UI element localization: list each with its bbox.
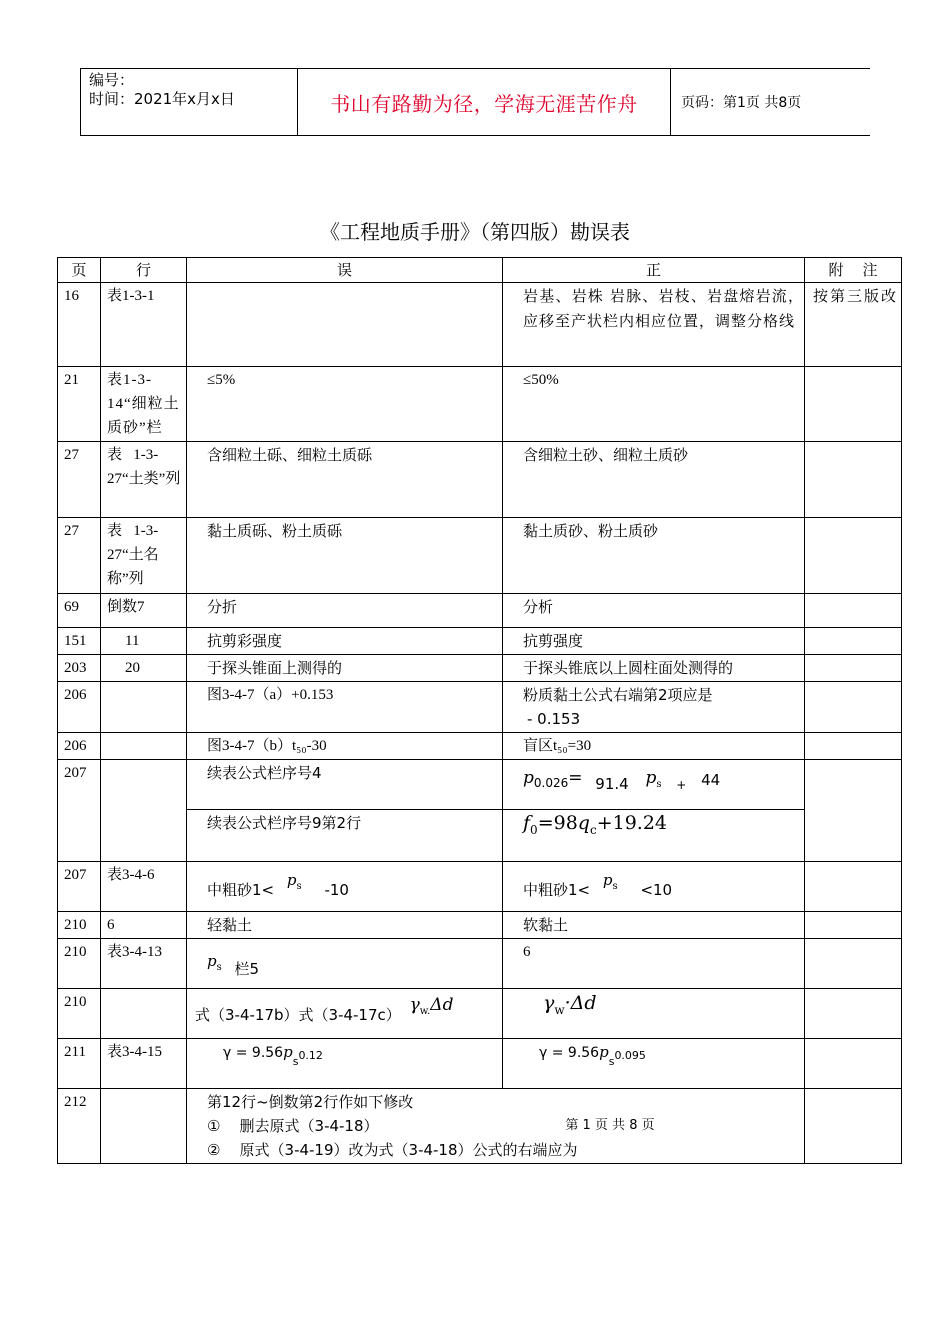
wrong-tail: 栏5 <box>234 960 260 978</box>
cell-line: 表3-4-6 <box>101 862 187 912</box>
cell-note <box>805 628 902 655</box>
cell-note <box>805 760 902 862</box>
cell-line: 倒数7 <box>101 594 187 628</box>
cell-right <box>503 760 805 810</box>
cell-page: 210 <box>58 912 101 939</box>
cell-wrong <box>187 1039 503 1089</box>
formula-gamma: γ <box>543 992 555 1014</box>
cell-wrong: 含细粒土砾、细粒土质砾 <box>187 442 503 518</box>
cell-right: 盲区t₅₀=30 <box>503 733 805 760</box>
wrong-text: 中粗砂1< <box>207 881 275 899</box>
cell-wrong: 续表公式栏序号9第2行 <box>187 810 503 862</box>
errata-table <box>57 257 902 1164</box>
formula-expr: γ = 9.56 <box>223 1045 284 1061</box>
formula-delta: ·Δd <box>564 992 597 1014</box>
table-row <box>58 1039 902 1089</box>
formula-p-sub: s <box>296 881 302 892</box>
table-row <box>58 442 902 518</box>
wrong-text-3: ② 原式（3-4-19）改为式（3-4-18）公式的右端应为 <box>207 1141 578 1159</box>
right-tail: <10 <box>640 881 673 899</box>
cell-note <box>805 912 902 939</box>
formula-p: p <box>283 1043 293 1061</box>
cell-page: 151 <box>58 628 101 655</box>
cell-note <box>805 682 902 733</box>
cell-line: 表 1-3-27“土类”列 <box>101 442 187 518</box>
cell-wrong <box>187 283 503 367</box>
cell-right: 于探头锥底以上圆柱面处测得的 <box>503 655 805 682</box>
table-row <box>58 682 902 733</box>
col-header-right: 正 <box>503 258 805 283</box>
cell-note <box>805 594 902 628</box>
formula-gamma: γ <box>409 995 420 1015</box>
cell-right <box>503 862 805 912</box>
cell-line <box>101 733 187 760</box>
formula-p: p <box>523 768 534 788</box>
header-table <box>80 68 870 136</box>
cell-line: 表1-3-1 <box>101 283 187 367</box>
formula-p-sub: s <box>612 881 618 892</box>
cell-wrong <box>187 862 503 912</box>
table-header <box>58 258 902 283</box>
cell-line <box>101 989 187 1039</box>
table-row <box>58 283 902 367</box>
cell-right: 抗剪强度 <box>503 628 805 655</box>
cell-note <box>805 655 902 682</box>
col-header-note: 附 注 <box>805 258 902 283</box>
cell-right: 6 <box>503 939 805 989</box>
cell-right: ≤50% <box>503 367 805 442</box>
table-row <box>58 628 902 655</box>
formula-eq: = <box>568 768 583 788</box>
cell-wrong: 分折 <box>187 594 503 628</box>
table-row <box>58 733 902 760</box>
cell-line: 20 <box>101 655 187 682</box>
cell-wrong: 图3-4-7（a）+0.153 <box>187 682 503 733</box>
table-row <box>58 939 902 989</box>
col-header-wrong: 误 <box>187 258 503 283</box>
right-text: 中粗砂1< <box>523 881 591 899</box>
formula-plus: + <box>676 778 687 792</box>
cell-wrong: 图3-4-7（b）t₅₀-30 <box>187 733 503 760</box>
formula-p: p <box>602 871 613 889</box>
formula-p: p <box>286 871 297 889</box>
cell-page: 27 <box>58 518 101 594</box>
cell-note <box>805 1039 902 1089</box>
formula-gamma-sub: w <box>554 1002 565 1017</box>
cell-line <box>101 760 187 862</box>
cell-note <box>805 989 902 1039</box>
table-row <box>58 862 902 912</box>
table-row <box>58 594 902 628</box>
formula-delta: Δd <box>430 995 454 1015</box>
header-meta <box>81 69 298 136</box>
motto: 书山有路勤为径，学海无涯苦作舟 <box>298 69 671 136</box>
page-label: 页码：第1页 共8页 <box>671 69 871 136</box>
table-row <box>58 912 902 939</box>
cell-page: 211 <box>58 1039 101 1089</box>
formula-gamma-sub: w. <box>419 1006 431 1017</box>
cell-wrong: 轻黏土 <box>187 912 503 939</box>
cell-right: 分析 <box>503 594 805 628</box>
col-header-page: 页 <box>58 258 101 283</box>
formula-exp: 0.095 <box>614 1049 646 1062</box>
cell-note <box>805 367 902 442</box>
number-label: 编号： <box>89 71 135 89</box>
cell-line: 表3-4-13 <box>101 939 187 989</box>
wrong-text: 式（3-4-17b）式（3-4-17c） <box>195 1006 401 1024</box>
cell-page: 212 <box>58 1089 101 1164</box>
formula-q-sub: c <box>589 822 597 837</box>
cell-page: 206 <box>58 682 101 733</box>
cell-note <box>805 862 902 912</box>
col-header-line: 行 <box>101 258 187 283</box>
cell-page: 206 <box>58 733 101 760</box>
formula-eq: =98 <box>537 812 578 834</box>
formula-p-sub: s <box>608 1055 615 1068</box>
cell-line: 表 1-3-27“土名称”列 <box>101 518 187 594</box>
page-title: 《工程地质手册》（第四版）勘误表 <box>320 220 630 244</box>
cell-note <box>805 442 902 518</box>
table-row <box>58 367 902 442</box>
cell-line: 11 <box>101 628 187 655</box>
formula-f-sub: 0 <box>530 822 538 837</box>
cell-note: 按第三版改 <box>805 283 902 367</box>
cell-wrong: 于探头锥面上测得的 <box>187 655 503 682</box>
formula-ps-sub: s <box>656 779 662 790</box>
table-row <box>58 655 902 682</box>
cell-page: 207 <box>58 760 101 862</box>
cell-wrong: 黏土质砾、粉土质砾 <box>187 518 503 594</box>
right-text: 粉质黏土公式右端第2项应是 <box>523 686 713 704</box>
table-row <box>58 989 902 1039</box>
cell-page: 210 <box>58 989 101 1039</box>
cell-right: 黏土质砂、粉土质砂 <box>503 518 805 594</box>
cell-right: 软黏土 <box>503 912 805 939</box>
cell-wrong: ≤5% <box>187 367 503 442</box>
table-row <box>58 518 902 594</box>
cell-wrong <box>187 989 503 1039</box>
wrong-text: 第12行~倒数第2行作如下修改 <box>207 1093 414 1111</box>
cell-line <box>101 682 187 733</box>
formula-exp: 0.12 <box>298 1049 323 1062</box>
formula-tail: +19.24 <box>596 812 668 834</box>
cell-note <box>805 939 902 989</box>
cell-page: 27 <box>58 442 101 518</box>
cell-wrong: 续表公式栏序号4 <box>187 760 503 810</box>
cell-right <box>503 1039 805 1089</box>
cell-page: 207 <box>58 862 101 912</box>
cell-wrong <box>187 939 503 989</box>
formula-q: q <box>577 812 590 834</box>
formula-expr: γ = 9.56 <box>539 1045 600 1061</box>
wrong-text-2: ① 删去原式（3-4-18） <box>207 1117 379 1135</box>
formula-p-sub: s <box>292 1055 299 1068</box>
cell-page: 69 <box>58 594 101 628</box>
formula-ps: p <box>645 768 657 788</box>
cell-page: 203 <box>58 655 101 682</box>
cell-line: 表1-3-14“细粒土质砂”栏 <box>101 367 187 442</box>
cell-right: 含细粒土砂、细粒土质砂 <box>503 442 805 518</box>
formula-b: 44 <box>701 771 721 789</box>
right-text-2: - 0.153 <box>527 710 581 728</box>
page-footer: 第 1 页 共 8 页 <box>565 1118 655 1133</box>
formula-f: f <box>523 812 531 834</box>
formula-p: p <box>207 952 217 970</box>
formula-p-sub: s <box>216 962 222 973</box>
formula-p: p <box>599 1043 609 1061</box>
cell-line: 6 <box>101 912 187 939</box>
cell-right <box>503 989 805 1039</box>
date-label: 时间：2021年x月x日 <box>89 90 235 108</box>
formula-a: 91.4 <box>595 775 629 793</box>
cell-note <box>805 733 902 760</box>
cell-right <box>503 810 805 862</box>
cell-line: 表3-4-15 <box>101 1039 187 1089</box>
formula-p-sub: 0.026 <box>533 776 569 790</box>
cell-page: 21 <box>58 367 101 442</box>
cell-page: 210 <box>58 939 101 989</box>
cell-page: 16 <box>58 283 101 367</box>
cell-note <box>805 518 902 594</box>
cell-wrong: 抗剪彩强度 <box>187 628 503 655</box>
table-row <box>58 760 902 810</box>
wrong-tail: -10 <box>324 881 349 899</box>
cell-right: 岩基、岩株 岩脉、岩枝、岩盘熔岩流，应移至产状栏内相应位置，调整分格线 <box>503 283 805 367</box>
cell-right <box>503 682 805 733</box>
